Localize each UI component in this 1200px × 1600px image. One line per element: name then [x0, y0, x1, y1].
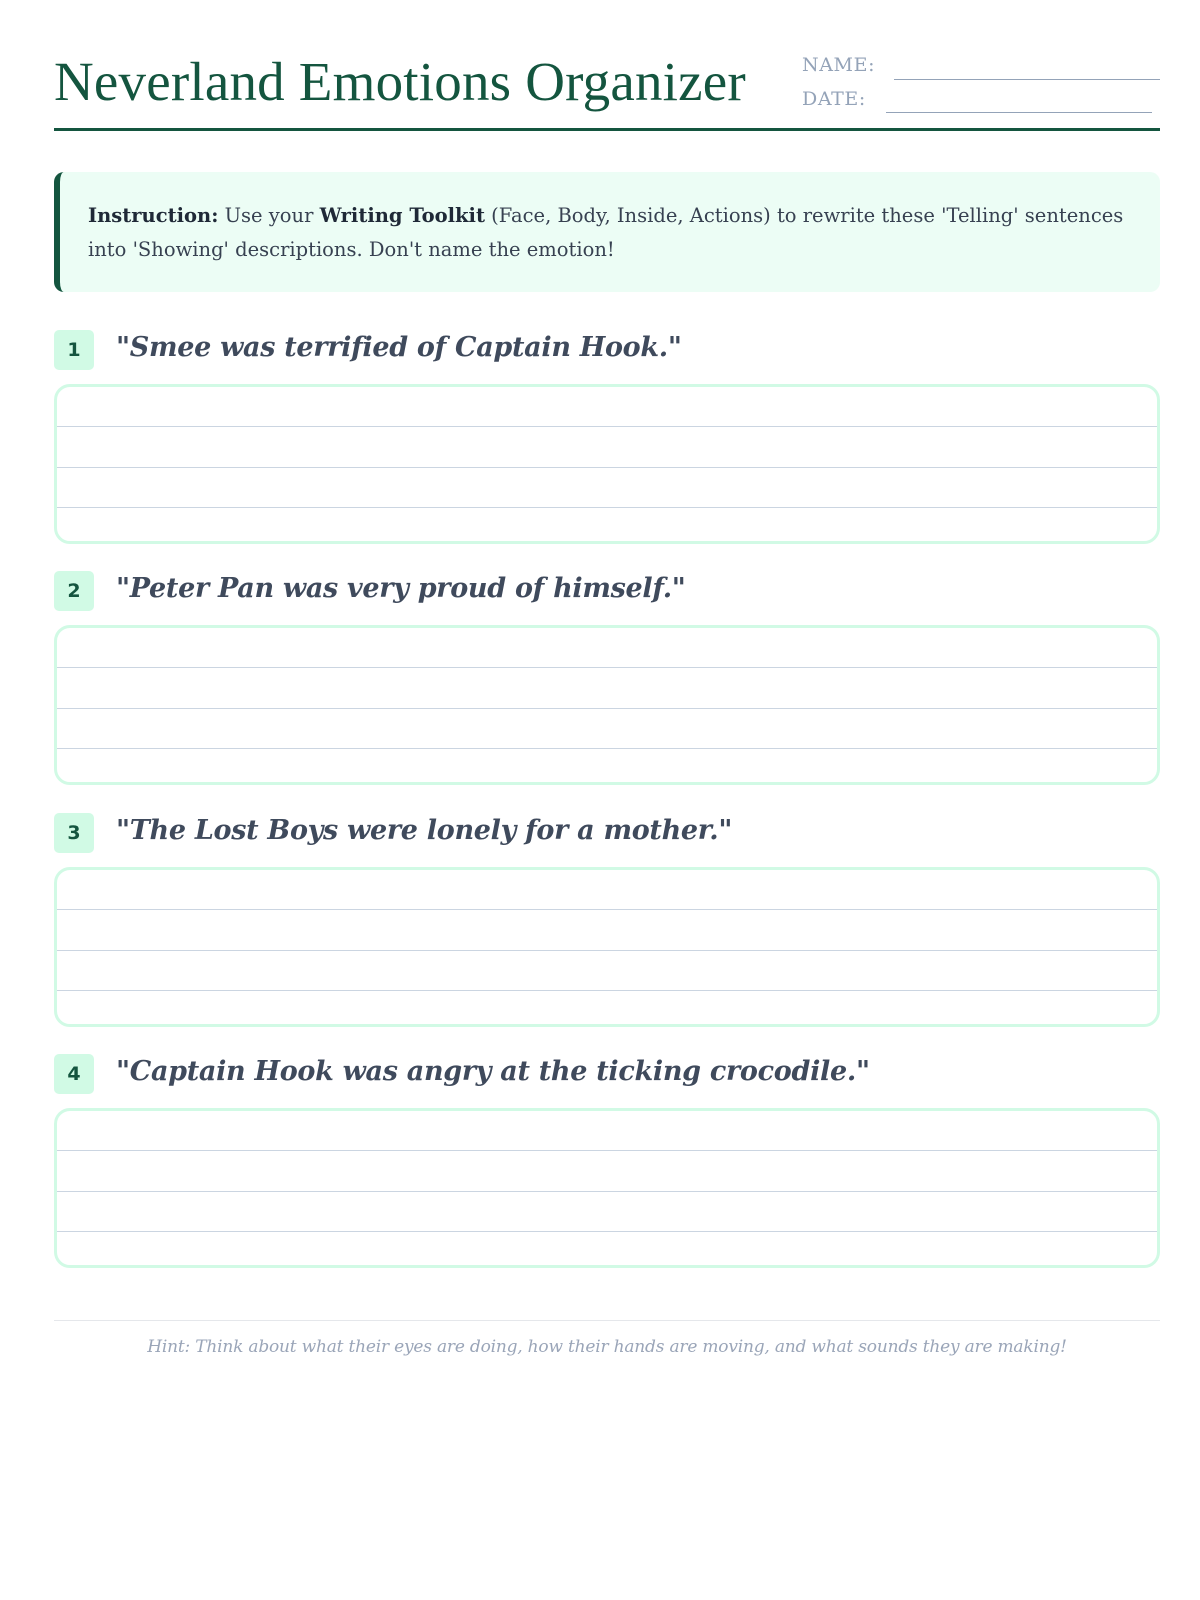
instruction-box: [54, 172, 1160, 292]
telling-sentence: "Captain Hook was angry at the ticking crocodile.": [116, 1056, 870, 1087]
student-info: [802, 52, 1160, 120]
answer-box[interactable]: [54, 1108, 1160, 1268]
writing-line: [57, 426, 1157, 427]
writing-line: [57, 1191, 1157, 1192]
instruction-lead: Instruction:: [88, 204, 219, 227]
writing-line: [57, 909, 1157, 910]
writing-line: [57, 748, 1157, 749]
hint-footer: [54, 1320, 1160, 1357]
telling-sentence: "Smee was terrified of Captain Hook.": [116, 332, 682, 363]
date-label: DATE:: [802, 88, 866, 110]
writing-line: [57, 1150, 1157, 1151]
page-title: Neverland Emotions Organizer: [54, 51, 746, 112]
writing-line: [57, 990, 1157, 991]
instruction-toolkit: Writing Toolkit: [319, 204, 485, 227]
hint-text: Hint: Think about what their eyes are doing, how their hands are moving, and what sounds they are making!: [147, 1337, 1067, 1357]
date-row: [802, 86, 1160, 120]
name-label: NAME:: [802, 54, 876, 76]
item-number-badge: 1: [54, 330, 94, 370]
worksheet-header: [54, 0, 1160, 131]
telling-sentence: "Peter Pan was very proud of himself.": [116, 573, 686, 604]
name-field-line[interactable]: [894, 79, 1160, 80]
writing-line: [57, 467, 1157, 468]
writing-line: [57, 1231, 1157, 1232]
writing-line: [57, 667, 1157, 668]
writing-line: [57, 708, 1157, 709]
item-number-badge: 2: [54, 571, 94, 611]
answer-box[interactable]: [54, 384, 1160, 544]
writing-line: [57, 507, 1157, 508]
name-row: [802, 52, 1160, 86]
date-field-line[interactable]: [886, 112, 1152, 113]
worksheet-page: [54, 0, 1160, 1357]
item-number-badge: 3: [54, 813, 94, 853]
telling-sentence: "The Lost Boys were lonely for a mother.": [116, 815, 733, 846]
answer-box[interactable]: [54, 867, 1160, 1027]
answer-box[interactable]: [54, 625, 1160, 785]
item-number-badge: 4: [54, 1054, 94, 1094]
instruction-text-1: Use your: [218, 204, 320, 227]
instruction-text-2: (Face, Body, Inside, Actions) to rewrite these 'Telling' sentences into 'Showing' descriptions. Don't name the emotion!: [88, 204, 1124, 261]
writing-line: [57, 950, 1157, 951]
